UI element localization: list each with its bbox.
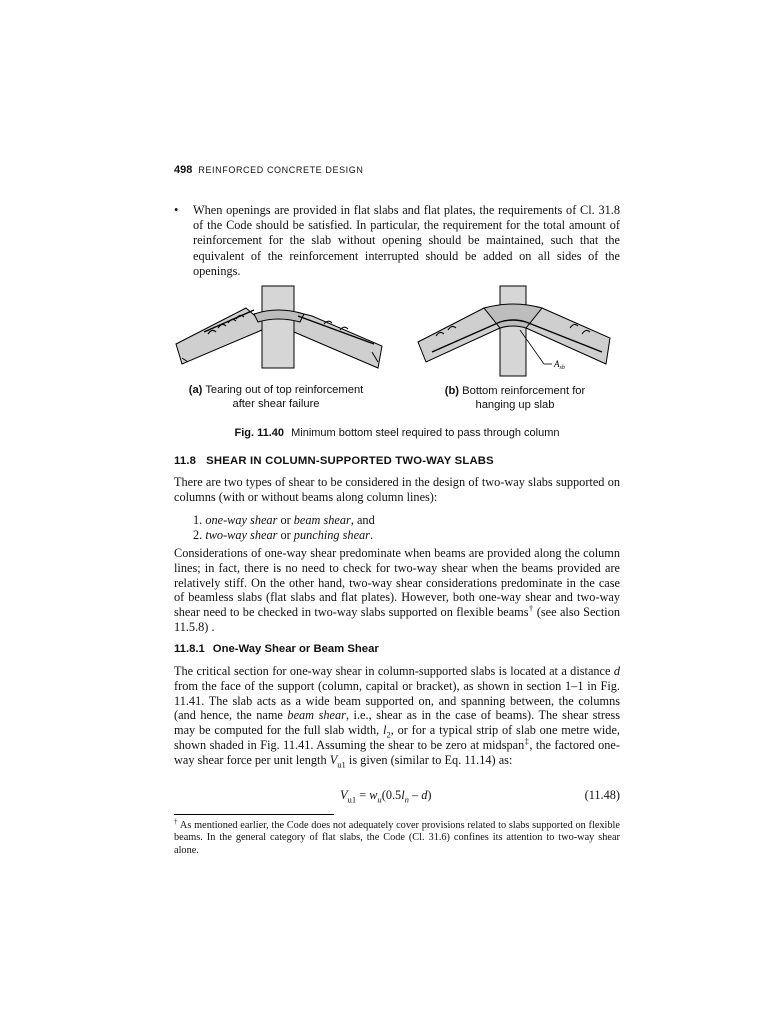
- svg-text:Asb: [553, 359, 565, 371]
- caption-a: [186, 383, 366, 411]
- caption-b: [428, 384, 602, 412]
- bullet-paragraph: [174, 203, 620, 279]
- subsection-number: 11.8.1: [174, 643, 205, 655]
- footnote-ref-ddagger: ‡: [524, 735, 530, 746]
- equation-number: (11.48): [584, 788, 620, 802]
- running-title: REINFORCED CONCRETE DESIGN: [198, 165, 364, 175]
- asb-label-sub: sb: [559, 365, 565, 371]
- section-number: 11.8: [174, 455, 197, 467]
- page-number: 498: [174, 164, 193, 176]
- caption-b-tag: (b): [444, 385, 460, 397]
- figure-a-sketch: [176, 286, 382, 368]
- footnote-rule: [174, 814, 334, 815]
- shear-type-list: [193, 513, 375, 543]
- subsection-heading: [174, 643, 379, 655]
- equation-formula: $V_{u1} = w_u(0.5l_n - d)$: [340, 788, 432, 805]
- section-heading: [174, 455, 494, 467]
- figure-caption: [174, 427, 620, 439]
- list-item: 1. one-way shear or beam shear, and: [193, 513, 375, 527]
- asb-label: A: [554, 359, 560, 369]
- footnote-ref-dagger: †: [528, 603, 534, 614]
- section-title: SHEAR IN COLUMN-SUPPORTED TWO-WAY SLABS: [206, 455, 494, 467]
- paragraph-1: There are two types of shear to be considered in the design of two-way slabs supported on columns (with or without beams along column lines):: [174, 475, 620, 504]
- figure-number: Fig. 11.40: [234, 427, 285, 439]
- figure-b-sketch: [418, 286, 610, 376]
- caption-a-tag: (a): [188, 384, 203, 396]
- figure-title: Minimum bottom steel required to pass through column: [291, 427, 560, 439]
- bullet-symbol: •: [174, 203, 179, 217]
- paragraph-2: Considerations of one-way shear predominate when beams are provided along the column lines; in fact, there is no need to check for two-way shear when the beams provided are relatively stiff. On the other hand, two-way shear considerations predominate in the case of beamless slabs (flat slabs and flat plates). However, both one-way shear and two-way shear need to be checked in two-way slabs supported on flexible beams† (see also Section 11.5.8) .: [174, 546, 621, 634]
- paragraph-3: The critical section for one-way shear in column-supported slabs is located at a distance d from the face of the support (column, capital or bracket), as shown in section 1–1 in Fig. 11.41. The slab acts as a wide beam supported on, and spanning between, the columns (and hence, the name beam shear, i.e., shear as in the case of beams). The shear stress may be computed for the full slab width, $l_2$, or for a typical strip of slab one metre wide, shown shaded in Fig. 11.41. Assuming the shear to be zero at midspan‡, the factored one-way shear force per unit length $V_{u1}$ is given (similar to Eq. 11.14) as:: [174, 664, 620, 770]
- running-header: [174, 164, 363, 176]
- list-item: 2. two-way shear or punching shear.: [193, 528, 374, 542]
- bullet-text: When openings are provided in flat slabs and flat plates, the requirements of Cl. 31.8 of the Code should be satisfied. In particular, the requirement for the total amount of reinforcement for the slab without opening should be maintained, such that the equivalent of the reinforcement interrupted should be added on all sides of the openings.: [193, 203, 620, 278]
- subsection-title: One-Way Shear or Beam Shear: [212, 643, 379, 655]
- footnote: [174, 817, 620, 857]
- footnote-mark: †: [174, 817, 178, 826]
- caption-b-text: Bottom reinforcement for hanging up slab: [462, 385, 586, 411]
- footnote-text: As mentioned earlier, the Code does not adequately cover provisions related to slabs supported on flexible beams. In the general category of flat slabs, the Code (Cl. 31.6) confines its attention to two-way shear alone.: [174, 820, 620, 856]
- caption-a-text: Tearing out of top reinforcement after shear failure: [205, 384, 364, 410]
